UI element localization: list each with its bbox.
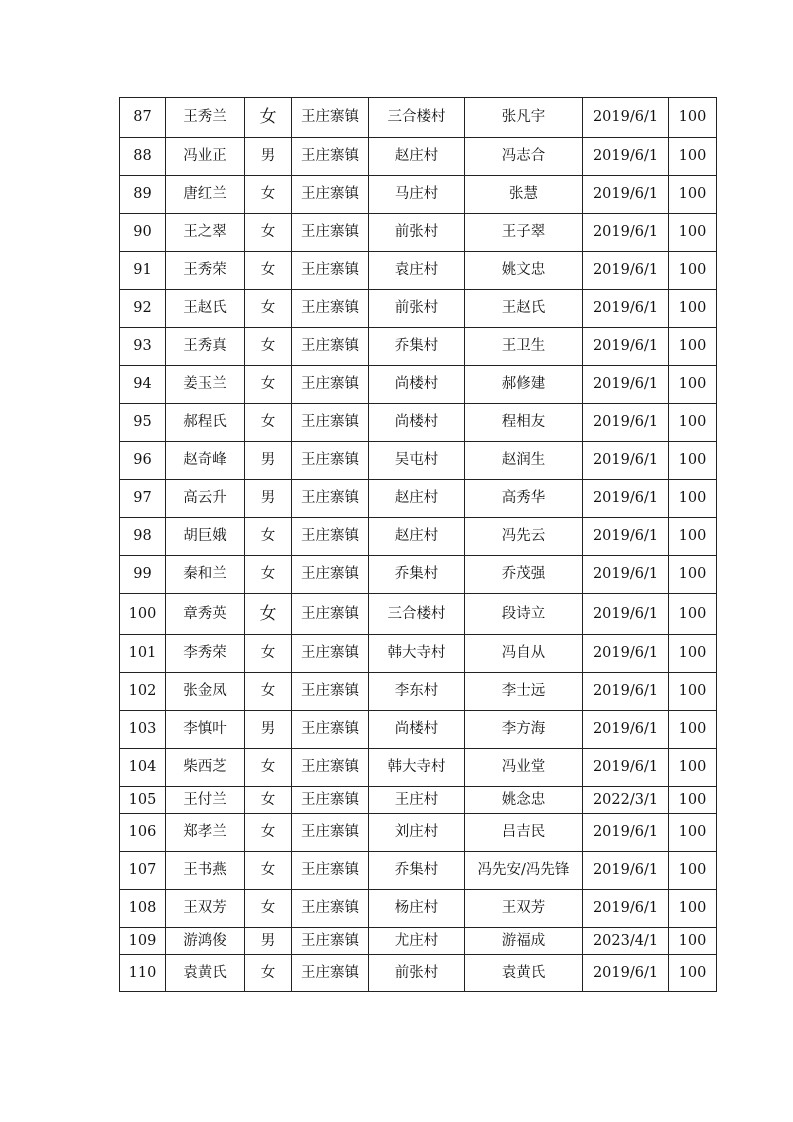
payee-name-cell: 姚文忠 bbox=[465, 252, 583, 290]
person-name-cell: 郝程氏 bbox=[166, 404, 245, 442]
town-name-cell: 王庄寨镇 bbox=[292, 890, 369, 928]
gender-cell: 女 bbox=[245, 814, 292, 852]
row-number-cell: 104 bbox=[120, 749, 166, 787]
village-name-cell: 前张村 bbox=[369, 290, 465, 328]
gender-cell: 女 bbox=[245, 328, 292, 366]
table-row bbox=[120, 176, 717, 214]
amount-cell: 100 bbox=[669, 442, 717, 480]
village-name-cell: 韩大寺村 bbox=[369, 749, 465, 787]
issue-date-cell: 2019/6/1 bbox=[583, 252, 669, 290]
payee-name-cell: 郝修建 bbox=[465, 366, 583, 404]
amount-cell: 100 bbox=[669, 711, 717, 749]
payee-name-cell: 王双芳 bbox=[465, 890, 583, 928]
table-row bbox=[120, 98, 717, 138]
village-name-cell: 李东村 bbox=[369, 673, 465, 711]
payee-name-cell: 赵润生 bbox=[465, 442, 583, 480]
town-name-cell: 王庄寨镇 bbox=[292, 404, 369, 442]
town-name-cell: 王庄寨镇 bbox=[292, 480, 369, 518]
gender-cell: 女 bbox=[245, 556, 292, 594]
issue-date-cell: 2019/6/1 bbox=[583, 98, 669, 138]
row-number-cell: 100 bbox=[120, 594, 166, 635]
person-name-cell: 王之翠 bbox=[166, 214, 245, 252]
amount-cell: 100 bbox=[669, 814, 717, 852]
amount-cell: 100 bbox=[669, 852, 717, 890]
town-name-cell: 王庄寨镇 bbox=[292, 852, 369, 890]
amount-cell: 100 bbox=[669, 404, 717, 442]
person-name-cell: 王付兰 bbox=[166, 787, 245, 814]
town-name-cell: 王庄寨镇 bbox=[292, 442, 369, 480]
table-row bbox=[120, 890, 717, 928]
row-number-cell: 91 bbox=[120, 252, 166, 290]
person-name-cell: 王秀真 bbox=[166, 328, 245, 366]
person-name-cell: 赵奇峰 bbox=[166, 442, 245, 480]
amount-cell: 100 bbox=[669, 328, 717, 366]
person-name-cell: 柴西芝 bbox=[166, 749, 245, 787]
amount-cell: 100 bbox=[669, 635, 717, 673]
issue-date-cell: 2019/6/1 bbox=[583, 673, 669, 711]
payee-name-cell: 李方海 bbox=[465, 711, 583, 749]
issue-date-cell: 2019/6/1 bbox=[583, 814, 669, 852]
issue-date-cell: 2019/6/1 bbox=[583, 290, 669, 328]
table-row bbox=[120, 955, 717, 992]
roster-body bbox=[120, 98, 717, 992]
person-name-cell: 李秀荣 bbox=[166, 635, 245, 673]
gender-cell: 男 bbox=[245, 138, 292, 176]
town-name-cell: 王庄寨镇 bbox=[292, 787, 369, 814]
person-name-cell: 王赵氏 bbox=[166, 290, 245, 328]
gender-cell: 女 bbox=[245, 955, 292, 992]
payee-name-cell: 张凡宇 bbox=[465, 98, 583, 138]
village-name-cell: 杨庄村 bbox=[369, 890, 465, 928]
town-name-cell: 王庄寨镇 bbox=[292, 176, 369, 214]
person-name-cell: 郑孝兰 bbox=[166, 814, 245, 852]
gender-cell: 女 bbox=[245, 518, 292, 556]
village-name-cell: 尚楼村 bbox=[369, 366, 465, 404]
village-name-cell: 袁庄村 bbox=[369, 252, 465, 290]
gender-cell: 男 bbox=[245, 711, 292, 749]
payee-name-cell: 冯志合 bbox=[465, 138, 583, 176]
person-name-cell: 冯业正 bbox=[166, 138, 245, 176]
village-name-cell: 乔集村 bbox=[369, 852, 465, 890]
table-row bbox=[120, 594, 717, 635]
town-name-cell: 王庄寨镇 bbox=[292, 252, 369, 290]
gender-cell: 女 bbox=[245, 176, 292, 214]
village-name-cell: 前张村 bbox=[369, 955, 465, 992]
table-row bbox=[120, 749, 717, 787]
row-number-cell: 94 bbox=[120, 366, 166, 404]
roster-table bbox=[119, 97, 717, 992]
amount-cell: 100 bbox=[669, 480, 717, 518]
table-row bbox=[120, 366, 717, 404]
table-row bbox=[120, 635, 717, 673]
payee-name-cell: 冯先云 bbox=[465, 518, 583, 556]
amount-cell: 100 bbox=[669, 138, 717, 176]
row-number-cell: 92 bbox=[120, 290, 166, 328]
village-name-cell: 刘庄村 bbox=[369, 814, 465, 852]
gender-cell: 女 bbox=[245, 214, 292, 252]
table-row bbox=[120, 290, 717, 328]
gender-cell: 女 bbox=[245, 594, 292, 635]
payee-name-cell: 姚念忠 bbox=[465, 787, 583, 814]
row-number-cell: 101 bbox=[120, 635, 166, 673]
gender-cell: 女 bbox=[245, 749, 292, 787]
row-number-cell: 106 bbox=[120, 814, 166, 852]
table-row bbox=[120, 252, 717, 290]
table-row bbox=[120, 442, 717, 480]
gender-cell: 女 bbox=[245, 98, 292, 138]
row-number-cell: 102 bbox=[120, 673, 166, 711]
amount-cell: 100 bbox=[669, 955, 717, 992]
payee-name-cell: 冯自从 bbox=[465, 635, 583, 673]
gender-cell: 女 bbox=[245, 252, 292, 290]
table-row bbox=[120, 814, 717, 852]
payee-name-cell: 冯先安/冯先锋 bbox=[465, 852, 583, 890]
amount-cell: 100 bbox=[669, 928, 717, 955]
payee-name-cell: 程相友 bbox=[465, 404, 583, 442]
town-name-cell: 王庄寨镇 bbox=[292, 366, 369, 404]
table-row bbox=[120, 480, 717, 518]
gender-cell: 女 bbox=[245, 404, 292, 442]
amount-cell: 100 bbox=[669, 214, 717, 252]
row-number-cell: 105 bbox=[120, 787, 166, 814]
issue-date-cell: 2023/4/1 bbox=[583, 928, 669, 955]
person-name-cell: 王秀荣 bbox=[166, 252, 245, 290]
table-row bbox=[120, 214, 717, 252]
person-name-cell: 张金凤 bbox=[166, 673, 245, 711]
town-name-cell: 王庄寨镇 bbox=[292, 635, 369, 673]
amount-cell: 100 bbox=[669, 673, 717, 711]
amount-cell: 100 bbox=[669, 290, 717, 328]
issue-date-cell: 2019/6/1 bbox=[583, 635, 669, 673]
issue-date-cell: 2019/6/1 bbox=[583, 366, 669, 404]
issue-date-cell: 2019/6/1 bbox=[583, 138, 669, 176]
issue-date-cell: 2019/6/1 bbox=[583, 556, 669, 594]
table-row bbox=[120, 852, 717, 890]
village-name-cell: 赵庄村 bbox=[369, 138, 465, 176]
person-name-cell: 王秀兰 bbox=[166, 98, 245, 138]
table-row bbox=[120, 556, 717, 594]
payee-name-cell: 王卫生 bbox=[465, 328, 583, 366]
town-name-cell: 王庄寨镇 bbox=[292, 518, 369, 556]
person-name-cell: 王双芳 bbox=[166, 890, 245, 928]
village-name-cell: 吴屯村 bbox=[369, 442, 465, 480]
table-row bbox=[120, 518, 717, 556]
person-name-cell: 高云升 bbox=[166, 480, 245, 518]
person-name-cell: 李慎叶 bbox=[166, 711, 245, 749]
village-name-cell: 马庄村 bbox=[369, 176, 465, 214]
row-number-cell: 108 bbox=[120, 890, 166, 928]
issue-date-cell: 2019/6/1 bbox=[583, 480, 669, 518]
amount-cell: 100 bbox=[669, 594, 717, 635]
gender-cell: 男 bbox=[245, 928, 292, 955]
town-name-cell: 王庄寨镇 bbox=[292, 138, 369, 176]
table-row bbox=[120, 787, 717, 814]
person-name-cell: 姜玉兰 bbox=[166, 366, 245, 404]
town-name-cell: 王庄寨镇 bbox=[292, 214, 369, 252]
table-row bbox=[120, 928, 717, 955]
table-row bbox=[120, 404, 717, 442]
village-name-cell: 三合楼村 bbox=[369, 98, 465, 138]
issue-date-cell: 2019/6/1 bbox=[583, 518, 669, 556]
amount-cell: 100 bbox=[669, 556, 717, 594]
person-name-cell: 胡巨娥 bbox=[166, 518, 245, 556]
amount-cell: 100 bbox=[669, 518, 717, 556]
payee-name-cell: 高秀华 bbox=[465, 480, 583, 518]
town-name-cell: 王庄寨镇 bbox=[292, 98, 369, 138]
amount-cell: 100 bbox=[669, 176, 717, 214]
table-row bbox=[120, 138, 717, 176]
town-name-cell: 王庄寨镇 bbox=[292, 556, 369, 594]
town-name-cell: 王庄寨镇 bbox=[292, 328, 369, 366]
issue-date-cell: 2019/6/1 bbox=[583, 442, 669, 480]
gender-cell: 女 bbox=[245, 852, 292, 890]
gender-cell: 女 bbox=[245, 787, 292, 814]
issue-date-cell: 2019/6/1 bbox=[583, 328, 669, 366]
town-name-cell: 王庄寨镇 bbox=[292, 749, 369, 787]
issue-date-cell: 2019/6/1 bbox=[583, 711, 669, 749]
town-name-cell: 王庄寨镇 bbox=[292, 814, 369, 852]
village-name-cell: 韩大寺村 bbox=[369, 635, 465, 673]
village-name-cell: 乔集村 bbox=[369, 556, 465, 594]
amount-cell: 100 bbox=[669, 749, 717, 787]
row-number-cell: 109 bbox=[120, 928, 166, 955]
payee-name-cell: 袁黄氏 bbox=[465, 955, 583, 992]
town-name-cell: 王庄寨镇 bbox=[292, 290, 369, 328]
village-name-cell: 三合楼村 bbox=[369, 594, 465, 635]
person-name-cell: 袁黄氏 bbox=[166, 955, 245, 992]
table-row bbox=[120, 328, 717, 366]
gender-cell: 男 bbox=[245, 480, 292, 518]
row-number-cell: 98 bbox=[120, 518, 166, 556]
gender-cell: 女 bbox=[245, 890, 292, 928]
person-name-cell: 唐红兰 bbox=[166, 176, 245, 214]
village-name-cell: 尚楼村 bbox=[369, 711, 465, 749]
row-number-cell: 96 bbox=[120, 442, 166, 480]
payee-name-cell: 游福成 bbox=[465, 928, 583, 955]
person-name-cell: 王书燕 bbox=[166, 852, 245, 890]
row-number-cell: 103 bbox=[120, 711, 166, 749]
row-number-cell: 89 bbox=[120, 176, 166, 214]
row-number-cell: 99 bbox=[120, 556, 166, 594]
gender-cell: 女 bbox=[245, 673, 292, 711]
village-name-cell: 乔集村 bbox=[369, 328, 465, 366]
village-name-cell: 尤庄村 bbox=[369, 928, 465, 955]
village-name-cell: 王庄村 bbox=[369, 787, 465, 814]
gender-cell: 男 bbox=[245, 442, 292, 480]
payee-name-cell: 乔茂强 bbox=[465, 556, 583, 594]
gender-cell: 女 bbox=[245, 366, 292, 404]
person-name-cell: 秦和兰 bbox=[166, 556, 245, 594]
person-name-cell: 游鸿俊 bbox=[166, 928, 245, 955]
town-name-cell: 王庄寨镇 bbox=[292, 955, 369, 992]
row-number-cell: 95 bbox=[120, 404, 166, 442]
row-number-cell: 87 bbox=[120, 98, 166, 138]
table-row bbox=[120, 673, 717, 711]
village-name-cell: 赵庄村 bbox=[369, 518, 465, 556]
issue-date-cell: 2019/6/1 bbox=[583, 404, 669, 442]
town-name-cell: 王庄寨镇 bbox=[292, 594, 369, 635]
payee-name-cell: 吕吉民 bbox=[465, 814, 583, 852]
row-number-cell: 107 bbox=[120, 852, 166, 890]
table-row bbox=[120, 711, 717, 749]
issue-date-cell: 2019/6/1 bbox=[583, 749, 669, 787]
village-name-cell: 前张村 bbox=[369, 214, 465, 252]
issue-date-cell: 2019/6/1 bbox=[583, 176, 669, 214]
issue-date-cell: 2019/6/1 bbox=[583, 594, 669, 635]
payee-name-cell: 王赵氏 bbox=[465, 290, 583, 328]
issue-date-cell: 2019/6/1 bbox=[583, 890, 669, 928]
person-name-cell: 章秀英 bbox=[166, 594, 245, 635]
payee-name-cell: 冯业堂 bbox=[465, 749, 583, 787]
issue-date-cell: 2019/6/1 bbox=[583, 214, 669, 252]
payee-name-cell: 张慧 bbox=[465, 176, 583, 214]
row-number-cell: 93 bbox=[120, 328, 166, 366]
issue-date-cell: 2019/6/1 bbox=[583, 852, 669, 890]
payee-name-cell: 王子翠 bbox=[465, 214, 583, 252]
town-name-cell: 王庄寨镇 bbox=[292, 711, 369, 749]
payee-name-cell: 李士远 bbox=[465, 673, 583, 711]
amount-cell: 100 bbox=[669, 98, 717, 138]
payee-name-cell: 段诗立 bbox=[465, 594, 583, 635]
amount-cell: 100 bbox=[669, 252, 717, 290]
row-number-cell: 110 bbox=[120, 955, 166, 992]
gender-cell: 女 bbox=[245, 635, 292, 673]
gender-cell: 女 bbox=[245, 290, 292, 328]
issue-date-cell: 2019/6/1 bbox=[583, 955, 669, 992]
amount-cell: 100 bbox=[669, 787, 717, 814]
row-number-cell: 97 bbox=[120, 480, 166, 518]
row-number-cell: 90 bbox=[120, 214, 166, 252]
village-name-cell: 尚楼村 bbox=[369, 404, 465, 442]
amount-cell: 100 bbox=[669, 366, 717, 404]
town-name-cell: 王庄寨镇 bbox=[292, 673, 369, 711]
town-name-cell: 王庄寨镇 bbox=[292, 928, 369, 955]
amount-cell: 100 bbox=[669, 890, 717, 928]
village-name-cell: 赵庄村 bbox=[369, 480, 465, 518]
row-number-cell: 88 bbox=[120, 138, 166, 176]
issue-date-cell: 2022/3/1 bbox=[583, 787, 669, 814]
